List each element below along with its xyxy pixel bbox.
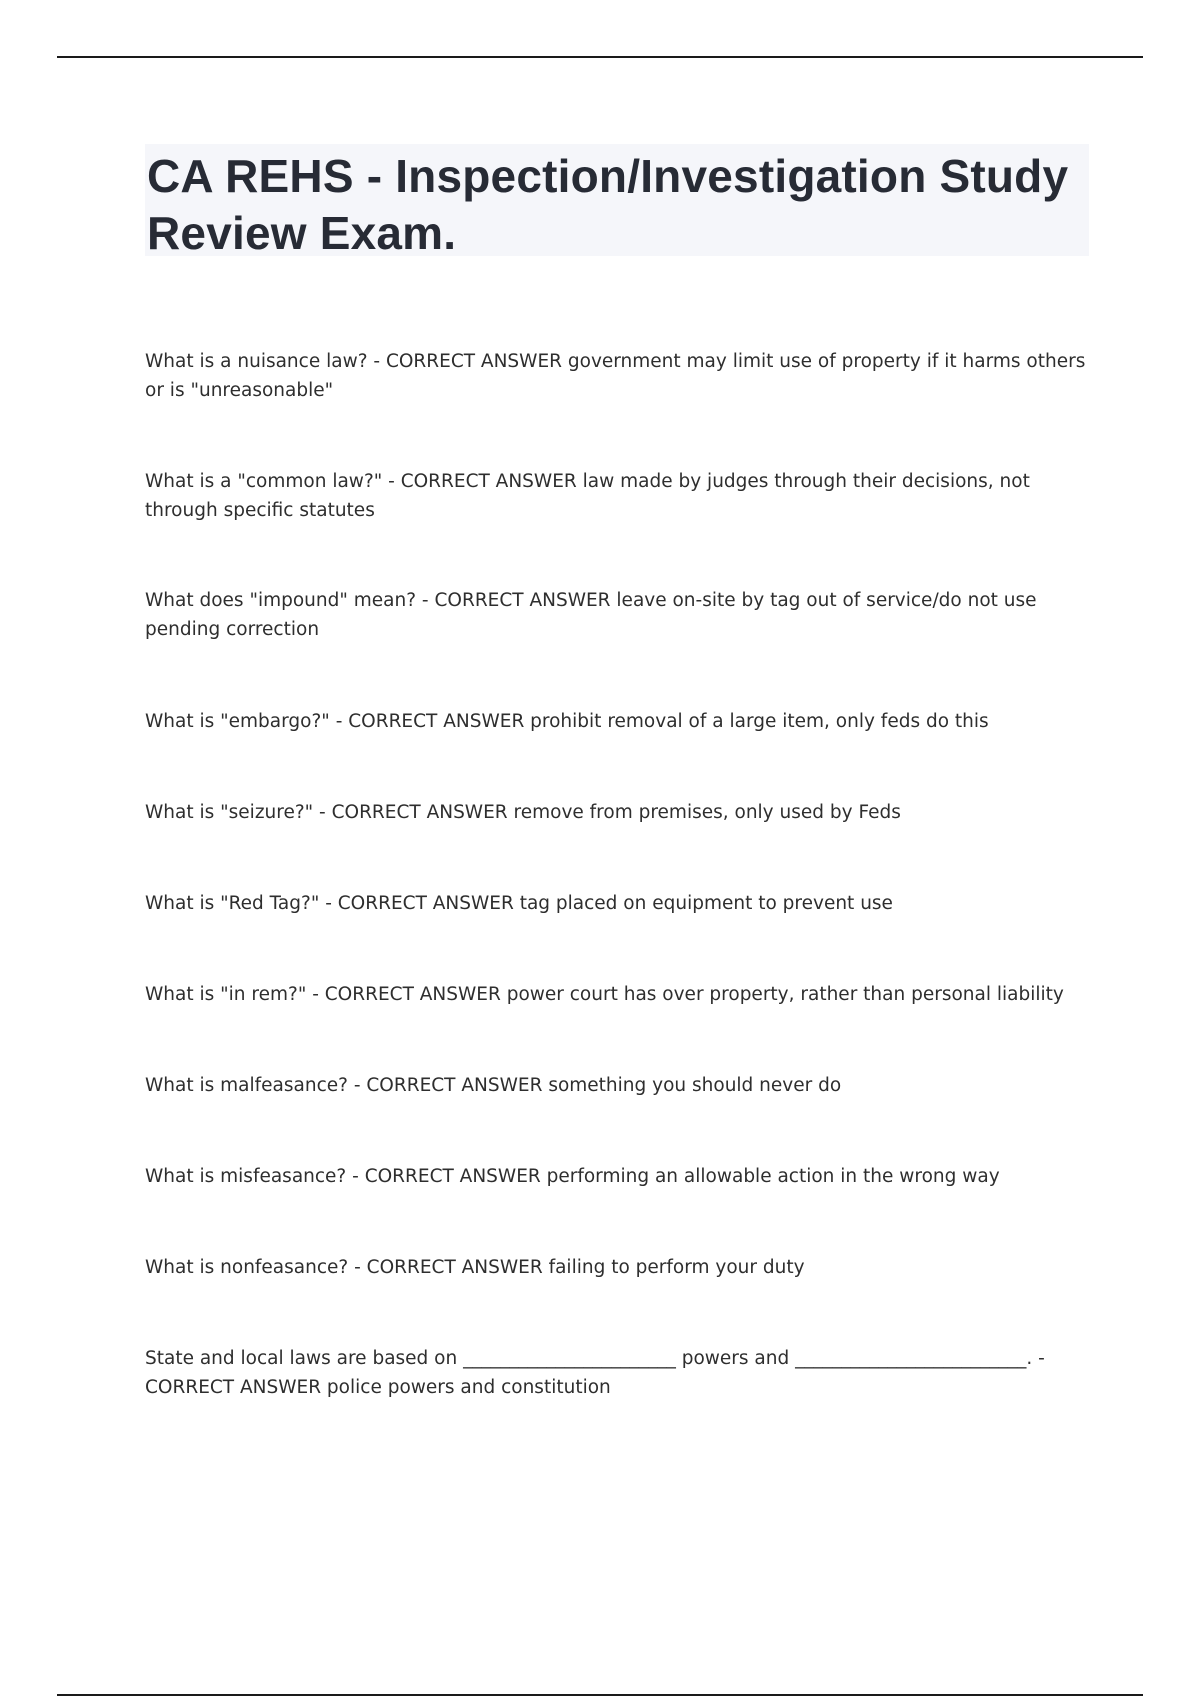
document-title: CA REHS - Inspection/Investigation Study Review Exam. (147, 150, 1069, 259)
qa-item: What is nonfeasance? - CORRECT ANSWER failing to perform your duty (145, 1257, 805, 1278)
qa-item: What does "impound" mean? - CORRECT ANSWER leave on-site by tag out of service/do not use pending correction (145, 590, 1037, 640)
qa-item: What is a nuisance law? - CORRECT ANSWER government may limit use of property if it harms others or is "unreasonable" (145, 351, 1086, 401)
qa-item: What is "seizure?" - CORRECT ANSWER remove from premises, only used by Feds (145, 802, 901, 823)
qa-item: What is "Red Tag?" - CORRECT ANSWER tag placed on equipment to prevent use (145, 893, 893, 914)
top-rule (57, 56, 1143, 58)
qa-item: What is "embargo?" - CORRECT ANSWER prohibit removal of a large item, only feds do this (145, 711, 989, 732)
qa-item: What is misfeasance? - CORRECT ANSWER performing an allowable action in the wrong way (145, 1166, 1000, 1187)
qa-item: What is a "common law?" - CORRECT ANSWER law made by judges through their decisions, not through specific statutes (145, 471, 1030, 521)
qa-item: What is malfeasance? - CORRECT ANSWER something you should never do (145, 1075, 842, 1096)
title-block (145, 144, 1089, 259)
qa-item: What is "in rem?" - CORRECT ANSWER power court has over property, rather than personal liability (145, 984, 1064, 1005)
bottom-rule (57, 1694, 1143, 1696)
qa-item: State and local laws are based on _______________________ powers and _________________________. - CORRECT ANSWER police powers and constitution (145, 1348, 1045, 1398)
